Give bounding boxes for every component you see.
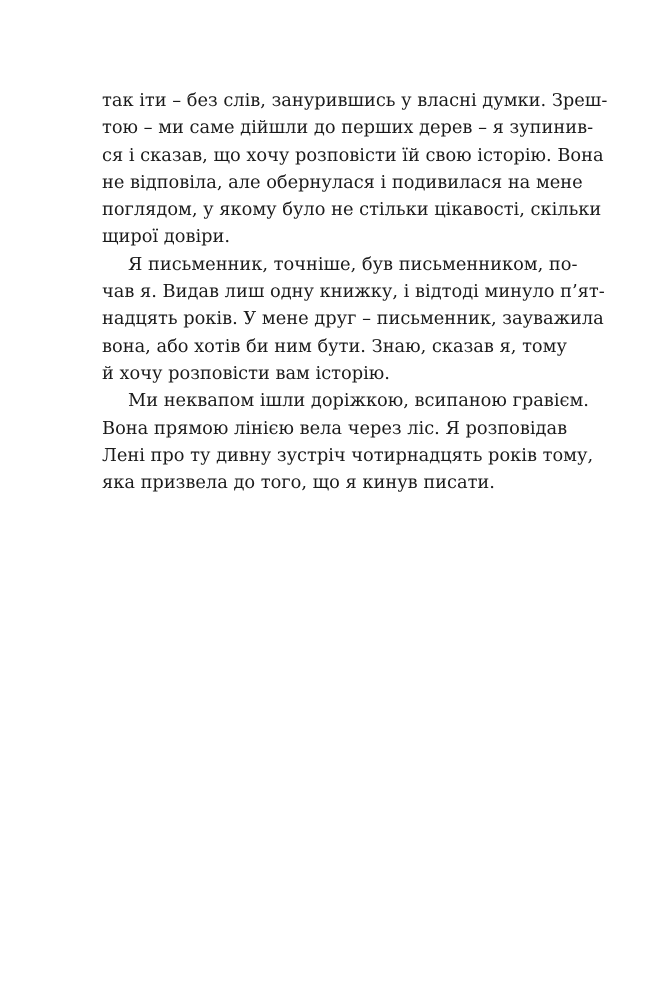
text-line: тою – ми саме дійшли до перших дерев – я зупинив- [102, 117, 594, 139]
text-line: щирої довіри. [102, 226, 231, 248]
body-text [102, 87, 608, 496]
text-line: ся і сказав, що хочу розповісти їй свою історію. Вона [102, 144, 604, 166]
text-line: Ми неквапом ішли доріжкою, всипаною гравієм. [128, 390, 589, 412]
text-line: вона, або хотів би ним бути. Знаю, сказав я, тому [102, 335, 567, 357]
text-line: Вона прямою лінією вела через ліс. Я розповідав [102, 417, 568, 439]
paragraph-3 [102, 387, 594, 496]
paragraph-2 [102, 251, 605, 387]
text-line: так іти – без слів, занурившись у власні думки. Зреш- [102, 90, 608, 111]
text-line: надцять років. У мене друг – письменник, зауважила [102, 308, 604, 330]
text-line: чав я. Видав лиш одну книжку, і відтоді минуло п’ят- [102, 281, 605, 303]
text-line: й хочу розповісти вам історію. [102, 362, 390, 384]
text-line: не відповіла, але обернулася і подивилася на мене [102, 171, 583, 193]
text-line: яка призвела до того, що я кинув писати. [102, 472, 495, 494]
text-line: Лені про ту дивну зустріч чотирнадцять років тому, [102, 444, 594, 466]
text-line: Я письменник, точніше, був письменником, по- [128, 253, 578, 275]
paragraph-1 [102, 87, 608, 251]
text-line: поглядом, у якому було не стільки цікавості, скільки [102, 199, 602, 221]
